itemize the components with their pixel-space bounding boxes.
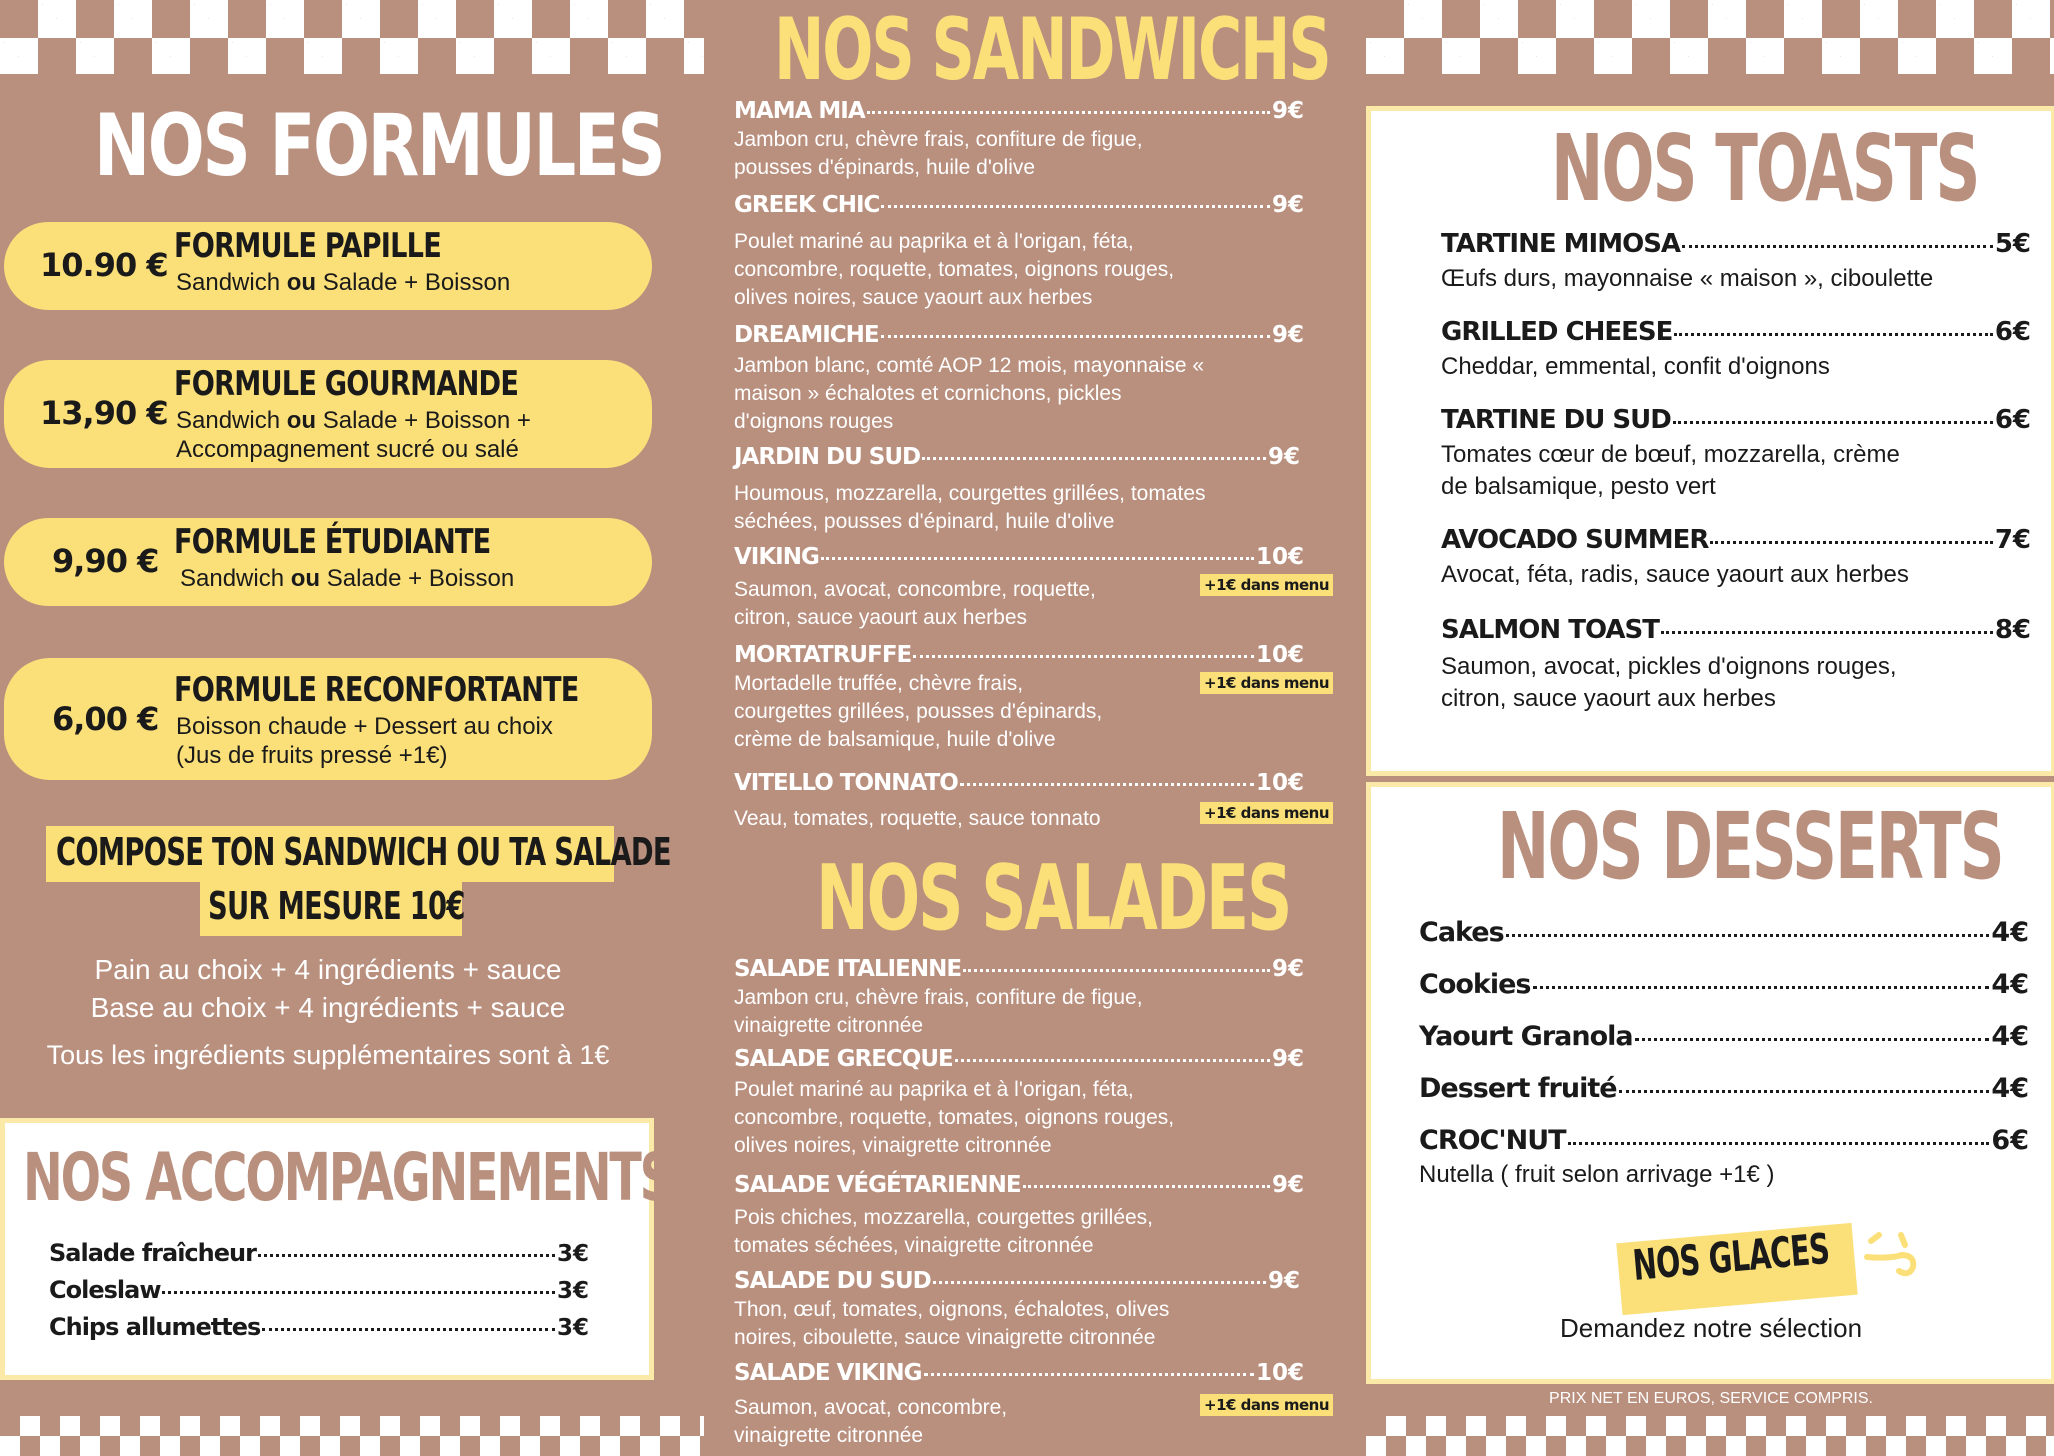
sandwichs-title: NOS SANDWICHS (774, 0, 1330, 100)
formule-name: FORMULE PAPILLE (174, 226, 441, 266)
compose-title-2: SUR MESURE 10€ (208, 884, 465, 928)
accompagnements-title: NOS ACCOMPAGNEMENTS (23, 1139, 672, 1216)
salade-desc: Thon, œuf, tomates, oignons, échalotes, olives noires, ciboulette, sauce vinaigrette citronnée (734, 1298, 1170, 1349)
dessert-item: Dessert fruité 4€ (1419, 1073, 2029, 1104)
toast-item: GRILLED CHEESE 6€ (1441, 317, 2031, 347)
salade-desc: Saumon, avocat, concombre, vinaigrette citronnée (734, 1396, 1008, 1447)
sandwich-item: MAMA MIA 9€ (734, 98, 1304, 124)
accompagnement-item: Coleslaw 3€ (49, 1276, 589, 1304)
dessert-item: CROC'NUT 6€ (1419, 1125, 2029, 1156)
formule-desc: Sandwich ou Salade + Boisson (176, 269, 511, 296)
dessert-item: Cakes 4€ (1419, 917, 2029, 948)
salades-title: NOS SALADES (816, 846, 1291, 951)
sandwich-item: MORTATRUFFE 10€ (734, 642, 1304, 668)
dessert-item: Cookies 4€ (1419, 969, 2029, 1000)
sandwich-item: VIKING 10€ (734, 544, 1304, 570)
sandwich-item: JARDIN DU SUD 9€ (734, 444, 1300, 470)
toast-desc: Avocat, féta, radis, sauce yaourt aux herbes (1441, 561, 1909, 588)
toast-item: SALMON TOAST 8€ (1441, 615, 2031, 645)
checker-bottom-right (1366, 1416, 2054, 1456)
checker-top-left (0, 0, 704, 74)
sandwich-desc: Poulet mariné au paprika et à l'origan, féta, concombre, roquette, tomates, oignons rouges, olives noires, sauce yaourt aux herbes (734, 230, 1175, 309)
toast-desc: Tomates cœur de bœuf, mozzarella, crème de balsamique, pesto vert (1441, 441, 1900, 500)
sandwich-desc: Saumon, avocat, concombre, roquette, citron, sauce yaourt aux herbes (734, 578, 1096, 629)
menu-surcharge-tag: +1€ dans menu (1200, 1394, 1333, 1416)
sandwich-item: GREEK CHIC 9€ (734, 192, 1304, 218)
menu-surcharge-tag: +1€ dans menu (1200, 802, 1333, 824)
desserts-panel (1366, 782, 2054, 1384)
formule-desc: Sandwich ou Salade + Boisson (180, 565, 515, 592)
salade-item: SALADE DU SUD 9€ (734, 1268, 1300, 1294)
compose-title-1: COMPOSE TON SANDWICH OU TA SALADE (56, 830, 671, 874)
formule-name: FORMULE RECONFORTANTE (174, 670, 579, 710)
salade-item: SALADE VÉGÉTARIENNE 9€ (734, 1172, 1304, 1198)
formule-desc: Sandwich ou Salade + Boisson + Accompagnement sucré ou salé (176, 407, 531, 463)
toast-desc: Saumon, avocat, pickles d'oignons rouges, citron, sauce yaourt aux herbes (1441, 653, 1897, 712)
compose-info-3: Tous les ingrédients supplémentaires sont à 1€ (46, 1040, 610, 1070)
formule-desc: Boisson chaude + Dessert au choix (Jus de fruits pressé +1€) (176, 713, 553, 769)
sandwich-item: VITELLO TONNATO 10€ (734, 770, 1304, 796)
smiley-icon (1857, 1221, 1927, 1291)
menu-surcharge-tag: +1€ dans menu (1200, 574, 1333, 596)
formule-price: 6,00 € (52, 700, 159, 738)
formule-card (4, 658, 652, 780)
accompagnements-panel (0, 1118, 672, 1380)
salade-item: SALADE GRECQUE 9€ (734, 1046, 1304, 1072)
accompagnement-item: Chips allumettes 3€ (49, 1313, 589, 1341)
toast-item: TARTINE DU SUD 6€ (1441, 405, 2031, 435)
toasts-panel (1366, 106, 2054, 776)
toast-desc: Œufs durs, mayonnaise « maison », ciboulette (1441, 265, 1934, 292)
desserts-title: NOS DESSERTS (1497, 793, 2003, 900)
footer-note: PRIX NET EN EUROS, SERVICE COMPRIS. (1549, 1390, 1873, 1407)
salade-item: SALADE ITALIENNE 9€ (734, 956, 1304, 982)
checker-top-right (1366, 0, 2054, 74)
dessert-item: Yaourt Granola 4€ (1419, 1021, 2029, 1052)
glaces-desc: Demandez notre sélection (1559, 1313, 1863, 1343)
formule-name: FORMULE GOURMANDE (174, 364, 519, 404)
formule-price: 9,90 € (52, 542, 159, 580)
menu-surcharge-tag: +1€ dans menu (1200, 672, 1333, 694)
sandwich-desc: Veau, tomates, roquette, sauce tonnato (734, 807, 1101, 830)
sandwich-desc: Mortadelle truffée, chèvre frais, courgettes grillées, pousses d'épinards, crème de balsamique, huile d'olive (734, 672, 1103, 751)
accompagnement-item: Salade fraîcheur 3€ (49, 1239, 589, 1267)
salade-desc: Pois chiches, mozzarella, courgettes grillées, tomates séchées, vinaigrette citronnée (734, 1206, 1154, 1257)
crocnut-desc: Nutella ( fruit selon arrivage +1€ ) (1419, 1161, 1775, 1188)
toast-item: AVOCADO SUMMER 7€ (1441, 525, 2031, 555)
formules-title: NOS FORMULES (94, 96, 664, 196)
toast-item: TARTINE MIMOSA 5€ (1441, 229, 2031, 259)
compose-info-2: Base au choix + 4 ingrédients + sauce (90, 992, 566, 1023)
compose-info-1: Pain au choix + 4 ingrédients + sauce (94, 954, 562, 985)
formule-card (4, 360, 652, 468)
salade-item: SALADE VIKING 10€ (734, 1360, 1304, 1386)
salade-desc: Jambon cru, chèvre frais, confiture de figue, vinaigrette citronnée (734, 986, 1143, 1037)
sandwich-item: DREAMICHE 9€ (734, 322, 1304, 348)
formule-name: FORMULE ÉTUDIANTE (174, 522, 491, 562)
salade-desc: Poulet mariné au paprika et à l'origan, féta, concombre, roquette, tomates, oignons rouges, olives noires, vinaigrette citronnée (734, 1078, 1175, 1157)
formule-price: 10.90 € (40, 246, 168, 284)
toasts-title: NOS TOASTS (1551, 115, 1979, 222)
toast-desc: Cheddar, emmental, confit d'oignons (1441, 353, 1830, 380)
glaces-title: NOS GLACES (1630, 1223, 1832, 1290)
sandwich-desc: Jambon cru, chèvre frais, confiture de figue, pousses d'épinards, huile d'olive (734, 128, 1143, 179)
sandwich-desc: Houmous, mozzarella, courgettes grillées, tomates séchées, pousses d'épinard, huile d'olive (734, 482, 1206, 533)
formule-price: 13,90 € (40, 394, 168, 432)
formule-card (4, 222, 652, 310)
sandwich-desc: Jambon blanc, comté AOP 12 mois, mayonnaise « maison » échalotes et cornichons, pickles d'oignons rouges (734, 354, 1205, 433)
checker-bottom-left (0, 1416, 704, 1456)
formule-card (4, 518, 652, 606)
